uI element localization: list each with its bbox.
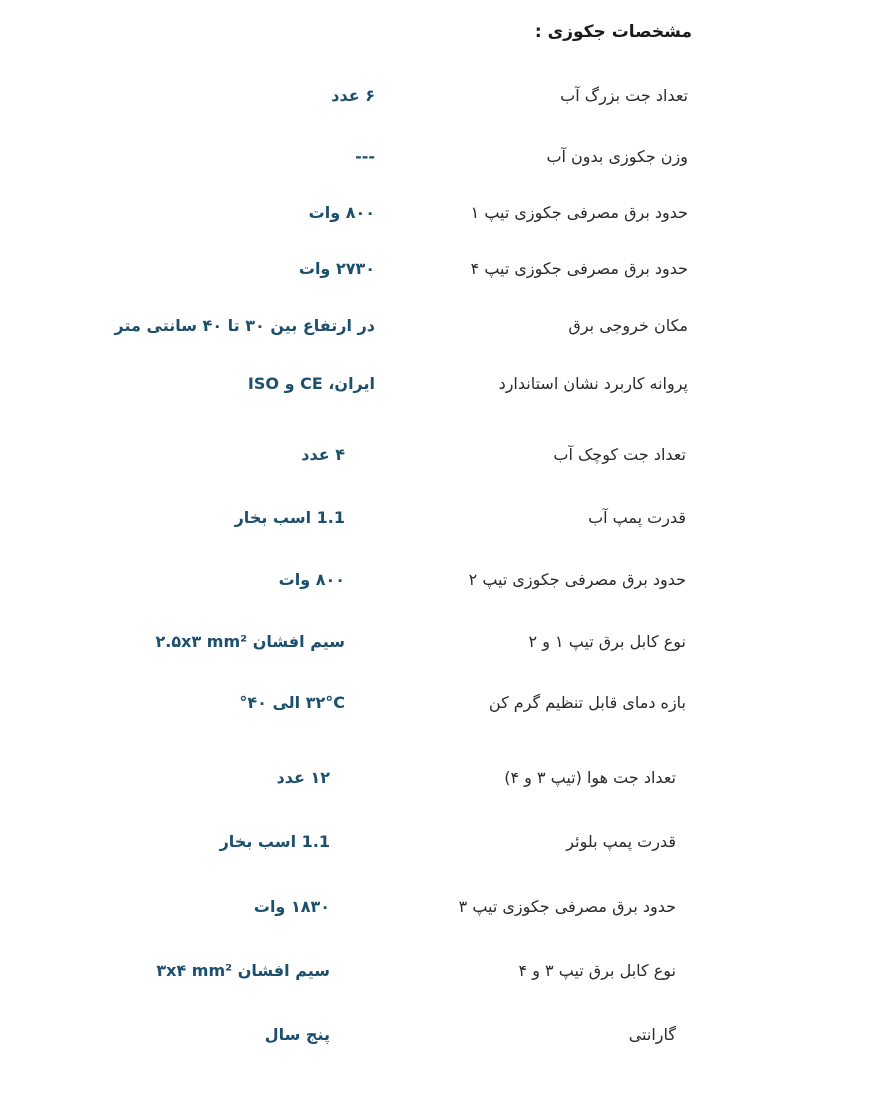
page-title: مشخصات جکوزی : [534,22,692,42]
spec-value: در ارتفاع بین ۳۰ تا ۴۰ سانتی متر [114,316,375,335]
spec-label: حدود برق مصرفی جکوزی تیپ ۴ [470,259,688,278]
spec-row [0,824,870,864]
spec-value: ۳۲°C الی ۴۰° [239,693,345,712]
spec-value: ۸۰۰ وات [278,570,345,589]
spec-label: بازه دمای قابل تنظیم گرم کن [488,693,686,712]
spec-row [0,624,870,664]
spec-value: ۸۰۰ وات [308,203,375,222]
spec-row [0,195,870,235]
spec-row [0,251,870,291]
spec-row [0,308,870,348]
spec-value: 1.1 اسب بخار [219,832,330,851]
spec-value: 1.1 اسب بخار [234,508,345,527]
spec-row [0,500,870,540]
spec-value: پنج سال [264,1025,330,1044]
spec-row [0,889,870,929]
spec-value: ۱۸۳۰ وات [253,897,330,916]
spec-value: ۶ عدد [331,86,375,105]
spec-value: --- [355,147,375,166]
spec-label: نوع کابل برق تیپ ۱ و ۲ [528,632,686,651]
spec-value: سیم افشان ۳x۴ mm² [156,961,330,980]
spec-label: وزن جکوزی بدون آب [546,147,688,166]
spec-label: پروانه کاربرد نشان استاندارد [498,374,688,393]
spec-label: تعداد جت بزرگ آب [560,86,688,105]
spec-value: ایران، CE و ISO [247,374,375,393]
spec-label: قدرت پمپ آب [588,508,686,527]
spec-value: سیم افشان ۲.۵x۳ mm² [155,632,345,651]
spec-label: گارانتی [628,1025,676,1044]
spec-row [0,139,870,179]
spec-label: مکان خروجی برق [568,316,688,335]
spec-value: ۱۲ عدد [276,768,330,787]
spec-value: ۲۷۳۰ وات [298,259,375,278]
spec-label: حدود برق مصرفی جکوزی تیپ ۲ [468,570,686,589]
spec-row [0,78,870,118]
spec-label: حدود برق مصرفی جکوزی تیپ ۳ [458,897,676,916]
spec-label: حدود برق مصرفی جکوزی تیپ ۱ [470,203,688,222]
spec-row [0,437,870,477]
spec-row [0,685,870,725]
spec-row [0,562,870,602]
spec-label: تعداد جت کوچک آب [553,445,686,464]
spec-label: قدرت پمپ بلوئر [566,832,676,851]
spec-value: ۴ عدد [301,445,345,464]
spec-row [0,1017,870,1057]
spec-label: تعداد جت هوا (تیپ ۳ و ۴) [504,768,676,787]
spec-row [0,760,870,800]
spec-row [0,953,870,993]
spec-row [0,366,870,406]
spec-label: نوع کابل برق تیپ ۳ و ۴ [518,961,676,980]
